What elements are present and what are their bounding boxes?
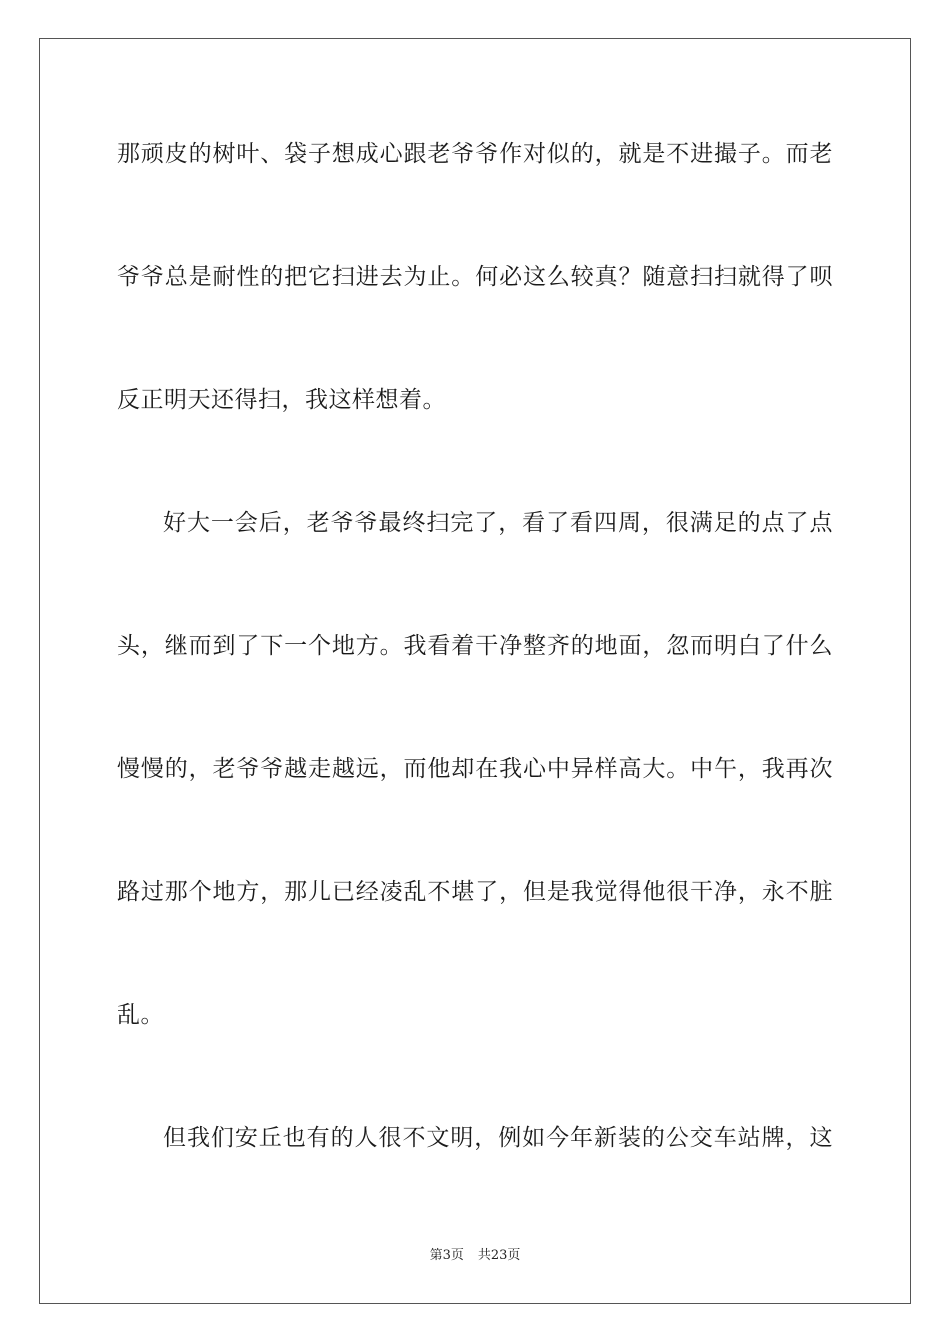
paragraph-first-line: 但我们安丘也有的人很不文明，例如今年新装的公交车站牌，这 — [163, 1125, 833, 1151]
page-number-total: 共23页 — [477, 1248, 521, 1263]
text-line: 头，继而到了下一个地方。我看着干净整齐的地面，忽而明白了什么 — [117, 633, 833, 659]
text-line: 爷爷总是耐性的把它扫进去为止。何必这么较真？随意扫扫就得了呗 — [117, 264, 833, 290]
page-footer — [0, 1247, 950, 1265]
text-line: 反正明天还得扫，我这样想着。 — [117, 387, 446, 413]
text-line: 那顽皮的树叶、袋子想成心跟老爷爷作对似的，就是不进撮子。而老 — [117, 141, 833, 167]
page-border — [39, 38, 911, 1304]
text-line: 乱。 — [117, 1002, 164, 1028]
text-line: 慢慢的，老爷爷越走越远，而他却在我心中异样高大。中午，我再次 — [117, 756, 833, 782]
paragraph-first-line: 好大一会后，老爷爷最终扫完了，看了看四周，很满足的点了点 — [163, 510, 833, 536]
page-number-current: 第3页 — [429, 1248, 464, 1263]
text-line: 路过那个地方，那儿已经凌乱不堪了，但是我觉得他很干净，永不脏 — [117, 879, 833, 905]
